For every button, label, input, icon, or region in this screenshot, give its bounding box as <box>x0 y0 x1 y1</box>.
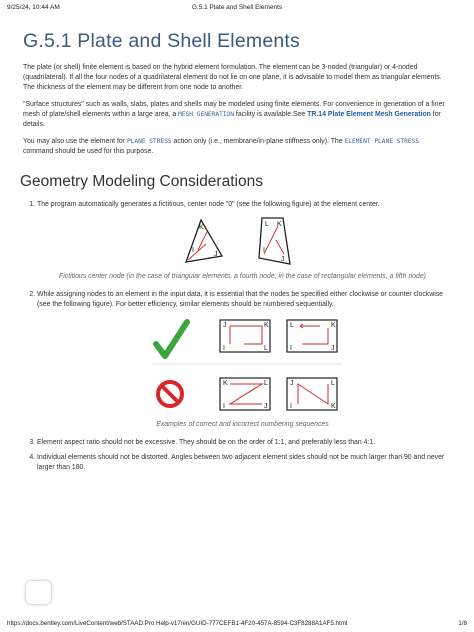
print-datetime: 9/25/24, 10:44 AM <box>7 4 60 11</box>
mesh-generation-link[interactable]: TR.14 Plate Element Mesh Generation <box>307 111 431 118</box>
text: facility is available.See <box>234 111 308 118</box>
tri-label-j: J <box>214 251 218 258</box>
list-item <box>37 438 448 448</box>
center-node-arrow <box>276 240 284 254</box>
mesh-generation-code: MESH GENERATION <box>178 111 235 118</box>
i2-label-l: L <box>331 380 335 387</box>
text: action only (i.e., membrane/in-plane stiffness only). The <box>171 138 345 145</box>
list-item-text: Individual elements should not be distorted. Angles between two adjacent element sides should not be much larger than 90 and never larger than 180. <box>37 454 445 471</box>
tri-label-i: I <box>192 247 194 254</box>
section-title: Geometry Modeling Considerations <box>20 173 263 190</box>
c1-label-k: K <box>264 322 269 329</box>
main-content <box>20 30 448 478</box>
footer-url: https://docs.bentley.com/LiveContent/web/STAAD.Pro Help-v17/en/GUID-777CEFB1-4F20-457A-8594-C3F8288A1AF5.html <box>7 620 348 627</box>
check-icon <box>156 322 187 356</box>
quad-label-i: I <box>263 247 265 254</box>
list-item <box>37 453 448 473</box>
i2-label-i: I <box>290 403 292 410</box>
list-item <box>37 200 448 282</box>
element-plane-stress-code: ELEMENT PLANE STRESS <box>344 138 420 145</box>
list-item <box>37 290 448 430</box>
c2-label-l: L <box>290 322 294 329</box>
text: "Surface structures" such as walls, slabs, plates and shells may be modeled using finite elements. For convenience in generation of a finer mesh of plate/shell elements within a large area, a <box>23 101 445 118</box>
intro-paragraph-3 <box>23 137 448 157</box>
numbering-figure <box>152 314 342 418</box>
c1-label-l: L <box>264 345 268 352</box>
correct-element-2 <box>287 320 337 352</box>
text: You may also use the element for <box>23 138 127 145</box>
center-node-figure <box>180 214 310 270</box>
center-node-arrow <box>264 226 278 254</box>
quad-label-j: J <box>281 256 285 263</box>
intro-paragraph-2 <box>23 100 448 130</box>
i1-label-l: L <box>264 380 268 387</box>
footer-page-number: 1/8 <box>458 620 467 627</box>
intro-paragraph-1: The plate (or shell) finite element is based on the hybrid element formulation. The element can be 3-noded (triangular) or 4-noded (quadrilateral). If all the four nodes of a quadrilateral element do not lie on one plane, it is advisable to model them as triangular elements. The thickness of the element may be different from one node to another. <box>23 64 442 91</box>
c1-label-j: J <box>223 322 227 329</box>
incorrect-element-2 <box>287 378 337 410</box>
text: for details. <box>23 111 441 128</box>
figure1-caption: Fictitious center node (in the case of triangular elements, a fourth node; in the case of rectangular elements, a fifth node) <box>59 273 426 280</box>
c2-label-i: I <box>290 345 292 352</box>
considerations-list <box>23 200 448 473</box>
floating-thumbnail-button[interactable] <box>26 581 51 604</box>
quad-label-l: L <box>265 221 269 228</box>
i2-label-j: J <box>290 380 294 387</box>
tri-label-k: K <box>199 224 204 231</box>
quad-element <box>259 218 290 264</box>
i2-label-k: K <box>331 403 336 410</box>
print-title: G.5.1 Plate and Shell Elements <box>191 4 283 11</box>
page-title: G.5.1 Plate and Shell Elements <box>23 30 300 52</box>
text: command should be used for this purpose. <box>23 148 154 155</box>
print-header <box>7 4 467 16</box>
c1-label-i: I <box>223 345 225 352</box>
c2-label-j: J <box>331 345 335 352</box>
list-item-text: Element aspect ratio should not be excessive. They should be on the order of 1:1, and preferably less than 4:1. <box>37 439 376 446</box>
plane-stress-code: PLANE STRESS <box>126 138 172 145</box>
figure2-caption: Examples of correct and incorrect numbering sequences <box>156 421 329 428</box>
quad-label-k: K <box>277 221 282 228</box>
c2-label-k: K <box>331 322 336 329</box>
list-item-text: The program automatically generates a fictitious, center node "0" (see the following figure) at the element center. <box>37 201 380 208</box>
list-item-text: While assigning nodes to an element in the input data, it is essential that the nodes be specified either clockwise or counter clockwise (see the following figure). For better efficiency, similar elements should be numbered sequentially. <box>37 291 444 308</box>
center-node-arrow <box>188 244 206 260</box>
i1-label-j: J <box>264 403 268 410</box>
i1-label-i: I <box>223 403 225 410</box>
i1-label-k: K <box>223 380 228 387</box>
